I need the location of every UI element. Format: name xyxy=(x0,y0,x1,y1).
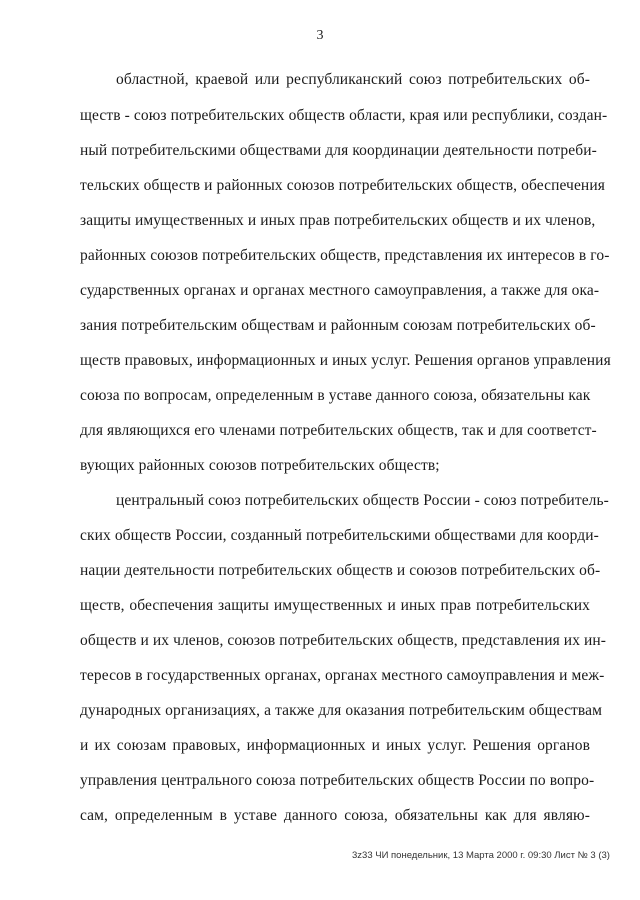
text-line: вующих районных союзов потребительских обществ; xyxy=(80,457,440,474)
text-line: тельских обществ и районных союзов потребительских обществ, обеспечения xyxy=(80,177,605,194)
text-line: защиты имущественных и иных прав потребительских обществ и их членов, xyxy=(80,212,596,229)
text-line: дународных организациях, а также для оказания потребительским обществам xyxy=(80,702,603,719)
text-line: областной, краевой или республиканский союз потребительских об- xyxy=(116,71,590,88)
text-line: ществ - союз потребительских обществ области, края или республики, создан- xyxy=(80,107,608,124)
text-line: центральный союз потребительских обществ России - союз потребитель- xyxy=(116,492,609,509)
text-line: управления центрального союза потребительских обществ России по вопро- xyxy=(80,772,595,789)
text-line: ный потребительскими обществами для координации деятельности потреби- xyxy=(80,142,597,159)
text-line: сам, определенным в уставе данного союза, обязательны как для являю- xyxy=(80,807,590,824)
text-line: обществ и их членов, союзов потребительских обществ, представления их ин- xyxy=(80,632,607,649)
text-line: зания потребительским обществам и районным союзам потребительских об- xyxy=(80,317,596,334)
text-line: ществ, обеспечения защиты имущественных и иных прав потребительских xyxy=(80,597,590,614)
text-line: ществ правовых, информационных и иных услуг. Решения органов управления xyxy=(80,352,611,369)
text-line: районных союзов потребительских обществ, представления их интересов в го- xyxy=(80,247,610,264)
page-number: 3 xyxy=(316,28,324,43)
text-line: тересов в государственных органах, органах местного самоуправления и меж- xyxy=(80,667,605,684)
text-line: союза по вопросам, определенным в уставе данного союза, обязательны как xyxy=(80,387,591,404)
text-line: нации деятельности потребительских обществ и союзов потребительских об- xyxy=(80,562,601,579)
text-line: сударственных органах и органах местного самоуправления, а также для ока- xyxy=(80,282,600,299)
text-line: и их союзам правовых, информационных и иных услуг. Решения органов xyxy=(80,737,590,754)
text-line: ских обществ России, созданный потребительскими обществами для коорди- xyxy=(80,527,599,544)
document-footer: 3z33 ЧИ понедельник, 13 Марта 2000 г. 09:30 Лист № 3 (3) xyxy=(352,850,610,861)
text-line: для являющихся его членами потребительских обществ, так и для соответст- xyxy=(80,422,597,439)
